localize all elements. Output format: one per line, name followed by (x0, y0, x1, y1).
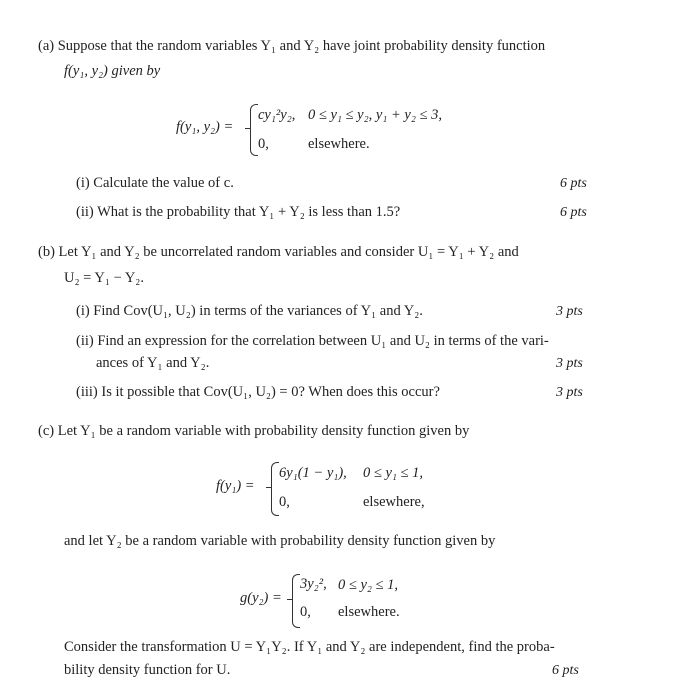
part-a-question-1-points: 6 pts (560, 176, 587, 191)
part-c-f-brace-tip (266, 487, 271, 488)
part-c-final-points: 6 pts (552, 663, 579, 678)
part-c-f-case2-expr: 0, (279, 494, 290, 510)
part-b-question-2-points: 3 pts (556, 356, 583, 371)
part-b-question-1-points: 3 pts (556, 304, 583, 319)
part-a-intro-line1: (a) Suppose that the random variables Y₁ and Y₂ have joint probability density function (38, 38, 546, 54)
part-c-intro: (c) Let Y₁ be a random variable with probability density function given by (38, 423, 470, 439)
part-a-brace (250, 104, 258, 156)
part-c-g-case2-expr: 0, (300, 604, 311, 620)
part-b-question-2-line1: (ii) Find an expression for the correlation between U₁ and U₂ in terms of the vari- (76, 333, 549, 349)
part-c-g-case1-cond: 0 ≤ y₂ ≤ 1, (338, 577, 399, 593)
part-a-case1-cond: 0 ≤ y₁ ≤ y₂, y₁ + y₂ ≤ 3, (308, 107, 442, 123)
part-a-question-2-points: 6 pts (560, 205, 587, 220)
part-a-brace-tip (245, 128, 250, 129)
part-c-final-line1: Consider the transformation U = Y₁Y₂. If Y₁ and Y₂ are independent, find the proba- (64, 639, 555, 655)
part-b-question-3: (iii) Is it possible that Cov(U₁, U₂) = 0? When does this occur? (76, 384, 440, 400)
part-b-intro-line2: U₂ = Y₁ − Y₂. (64, 270, 144, 286)
part-b-question-3-points: 3 pts (556, 385, 583, 400)
part-a-question-2: (ii) What is the probability that Y₁ + Y₂ is less than 1.5? (76, 204, 401, 220)
part-c-g-lhs: g(y₂) = (240, 590, 282, 606)
part-c-f-brace (271, 462, 279, 516)
part-b-question-1: (i) Find Cov(U₁, U₂) in terms of the variances of Y₁ and Y₂. (76, 303, 423, 319)
part-c-final-line2: bility density function for U. (64, 662, 231, 678)
part-b-question-2-line2: ances of Y₁ and Y₂. (96, 355, 210, 371)
part-c-f-case1-cond: 0 ≤ y₁ ≤ 1, (363, 465, 424, 481)
part-c-g-brace (292, 574, 300, 628)
part-c-g-case1-expr: 3y₂², (300, 576, 327, 592)
part-a-case2-cond: elsewhere. (308, 136, 370, 152)
part-c-mid-text: and let Y₂ be a random variable with probability density function given by (64, 533, 496, 549)
part-a-question-1: (i) Calculate the value of c. (76, 175, 234, 191)
part-c-f-case2-cond: elsewhere, (363, 494, 425, 510)
part-c-f-lhs: f(y₁) = (216, 478, 255, 494)
part-a-case2-expr: 0, (258, 136, 269, 152)
part-c-f-case1-expr: 6y₁(1 − y₁), (279, 465, 347, 481)
part-a-case1-expr: cy₁²y₂, (258, 107, 296, 123)
part-b-intro-line1: (b) Let Y₁ and Y₂ be uncorrelated random variables and consider U₁ = Y₁ + Y₂ and (38, 244, 519, 260)
part-a-function-lhs: f(y₁, y₂) = (176, 119, 234, 135)
part-a-intro-line2: f(y₁, y₂) given by (64, 63, 161, 79)
part-c-g-case2-cond: elsewhere. (338, 604, 400, 620)
part-c-g-brace-tip (287, 599, 292, 600)
